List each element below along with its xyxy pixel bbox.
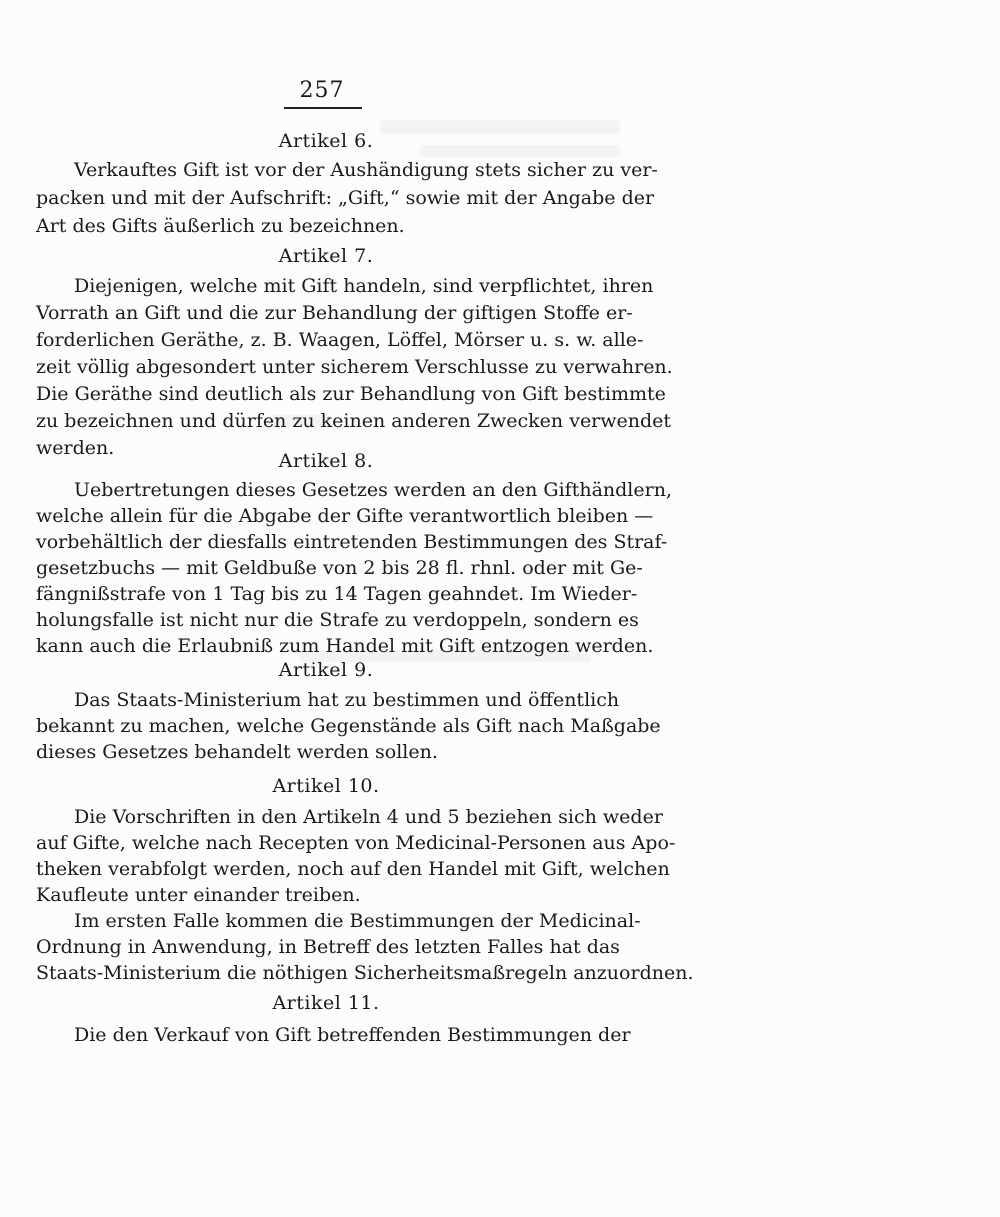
article-heading: Artikel 7. bbox=[278, 245, 374, 267]
text-line: dieses Gesetzes behandelt werden sollen. bbox=[36, 741, 438, 763]
article-heading: Artikel 11. bbox=[272, 992, 380, 1014]
text-line: welche allein für die Abgabe der Gifte verantwortlich bleiben — bbox=[36, 505, 654, 527]
text-line: zu bezeichnen und dürfen zu keinen anderen Zwecken verwendet bbox=[36, 410, 672, 432]
article-heading: Artikel 10. bbox=[272, 775, 380, 797]
text-line: Art des Gifts äußerlich zu bezeichnen. bbox=[36, 215, 405, 237]
text-line: Verkauftes Gift ist vor der Aushändigung stets sicher zu ver- bbox=[74, 159, 658, 181]
text-line: zeit völlig abgesondert unter sicherem Verschlusse zu verwahren. bbox=[36, 356, 673, 378]
text-line: forderlichen Geräthe, z. B. Waagen, Löffel, Mörser u. s. w. alle- bbox=[36, 329, 644, 351]
text-line: bekannt zu machen, welche Gegenstände als Gift nach Maßgabe bbox=[36, 715, 661, 737]
text-line: kann auch die Erlaubniß zum Handel mit Gift entzogen werden. bbox=[36, 635, 654, 657]
page-number: 257 bbox=[299, 78, 345, 103]
page-number-rule bbox=[284, 107, 362, 109]
text-line: Vorrath an Gift und die zur Behandlung der giftigen Stoffe er- bbox=[36, 302, 633, 324]
article-heading: Artikel 8. bbox=[278, 450, 374, 472]
text-line: werden. bbox=[36, 437, 115, 459]
text-line: Kaufleute unter einander treiben. bbox=[36, 884, 361, 906]
article-heading: Artikel 6. bbox=[278, 130, 374, 152]
article-heading: Artikel 9. bbox=[278, 659, 374, 681]
text-line: fängnißstrafe von 1 Tag bis zu 14 Tagen geahndet. Im Wieder- bbox=[36, 583, 638, 605]
text-line: Uebertretungen dieses Gesetzes werden an den Gifthändlern, bbox=[74, 479, 672, 501]
text-line: auf Gifte, welche nach Recepten von Medicinal-Personen aus Apo- bbox=[36, 832, 676, 854]
text-line: Das Staats-Ministerium hat zu bestimmen und öffentlich bbox=[74, 689, 620, 711]
text-line: Die Geräthe sind deutlich als zur Behandlung von Gift bestimmte bbox=[36, 383, 666, 405]
text-line: Ordnung in Anwendung, in Betreff des letzten Falles hat das bbox=[36, 936, 620, 958]
text-line: holungsfalle ist nicht nur die Strafe zu verdoppeln, sondern es bbox=[36, 609, 639, 631]
text-line: packen und mit der Aufschrift: „Gift,“ sowie mit der Angabe der bbox=[36, 187, 655, 209]
text-line: Die den Verkauf von Gift betreffenden Bestimmungen der bbox=[74, 1024, 631, 1046]
text-line: theken verabfolgt werden, noch auf den Handel mit Gift, welchen bbox=[36, 858, 670, 880]
text-line: Staats-Ministerium die nöthigen Sicherheitsmaßregeln anzuordnen. bbox=[36, 962, 694, 984]
text-line: Die Vorschriften in den Artikeln 4 und 5 beziehen sich weder bbox=[74, 806, 663, 828]
text-line: gesetzbuchs — mit Geldbuße von 2 bis 28 fl. rhnl. oder mit Ge- bbox=[36, 557, 643, 579]
text-line: Im ersten Falle kommen die Bestimmungen der Medicinal- bbox=[74, 910, 641, 932]
text-line: vorbehältlich der diesfalls eintretenden Bestimmungen des Straf- bbox=[36, 531, 668, 553]
text-line: Diejenigen, welche mit Gift handeln, sind verpflichtet, ihren bbox=[74, 275, 654, 297]
